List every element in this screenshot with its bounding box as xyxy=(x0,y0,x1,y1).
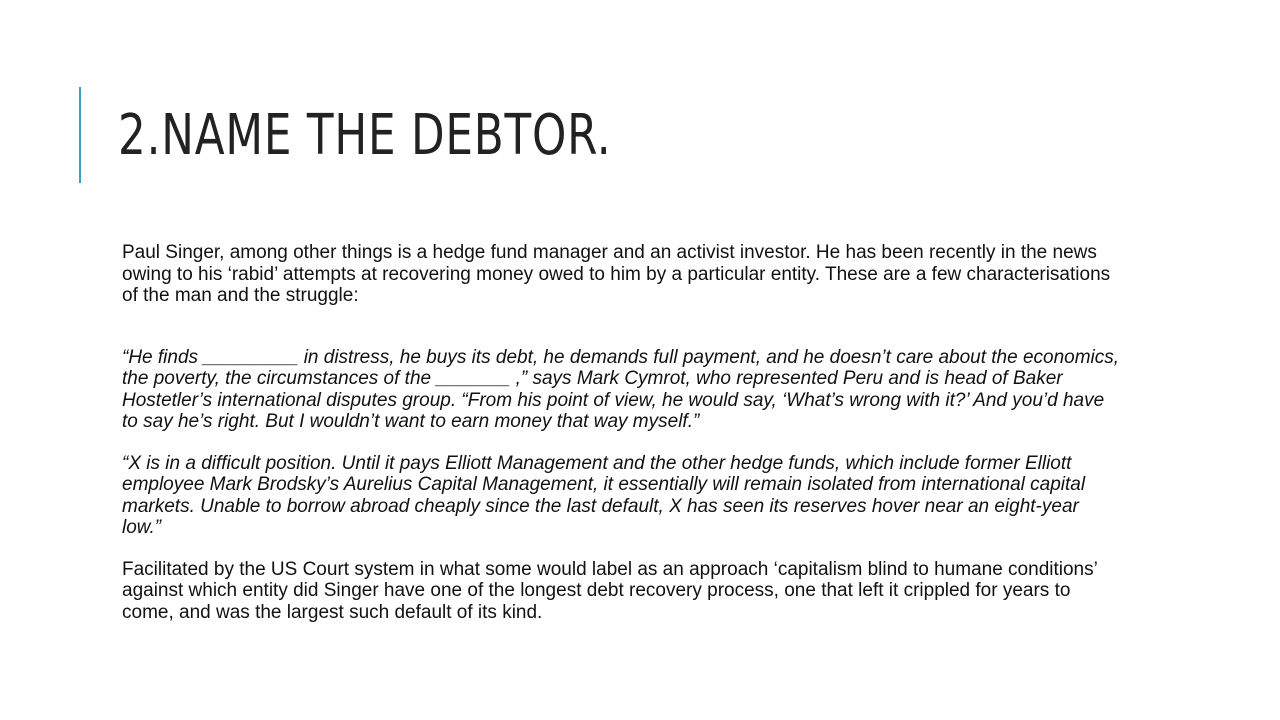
intro-paragraph: Paul Singer, among other things is a hedge fund manager and an activist investor. He has been recently in the news owing to his ‘rabid’ attempts at recovering money owed to him by a particular entity. These are a few characterisations of the man and the struggle: xyxy=(122,242,1111,306)
quote-paragraph-1: “He finds _________ in distress, he buys its debt, he demands full payment, and he doesn’t care about the economics, the poverty, the circumstances of the _______ ,” says Mark Cymrot, who represented Peru and is head of Baker Hostetler’s international disputes group. “From his point of view, he would say, ‘What’s wrong with it?’ And you’d have to say he’s right. But I wouldn’t want to earn money that way myself.” xyxy=(122,346,1120,432)
slide-body xyxy=(122,242,1122,623)
slide-title: 2.NAME THE DEBTOR. xyxy=(118,103,612,168)
title-accent-bar xyxy=(79,87,81,183)
question-paragraph: Facilitated by the US Court system in what some would label as an approach ‘capitalism blind to humane conditions’ against which entity did Singer have one of the longest debt recovery process, one that left it crippled for years to come, and was the largest such default of its kind. xyxy=(122,558,1098,623)
quote-paragraph-2: “X is in a difficult position. Until it pays Elliott Management and the other hedge funds, which include former Elliott employee Mark Brodsky’s Aurelius Capital Management, it essentially will remain isolated from international capital markets. Unable to borrow abroad cheaply since the last default, X has seen its reserves hover near an eight-year low.” xyxy=(122,452,1086,538)
